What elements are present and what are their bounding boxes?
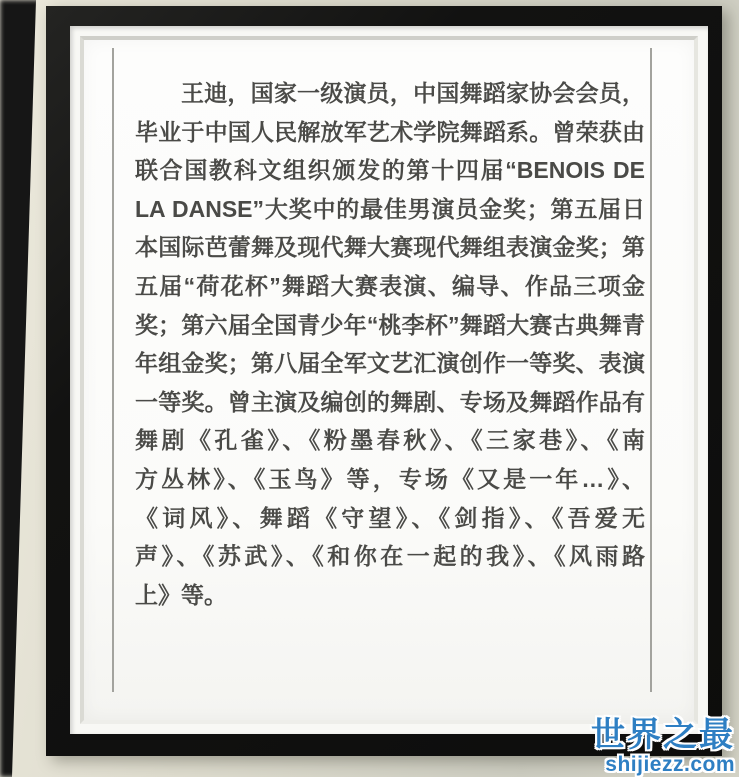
doc-line: 方丛林》、《玉鸟》等，专场《又是一年…》、 — [135, 465, 645, 492]
watermark-site: shijiezz.com — [605, 753, 735, 776]
page-border-right-line — [650, 48, 652, 692]
picture-frame — [46, 6, 722, 756]
site-watermark — [591, 718, 735, 775]
watermark-title: 世界之最 — [591, 716, 735, 754]
page-border-left-line — [112, 48, 114, 692]
doc-line: 一等奖。曾主演及编创的舞剧、专场及舞蹈作品有 — [135, 388, 645, 415]
doc-line: 舞剧《孔雀》、《粉墨春秋》、《三家巷》、《南 — [135, 427, 645, 454]
doc-line: 本国际芭蕾舞及现代舞大赛现代舞组表演金奖；第 — [135, 234, 645, 261]
doc-line: 声》、《苏武》、《和你在一起的我》、《风雨路 — [135, 543, 645, 570]
doc-line: 上》等。 — [135, 581, 227, 608]
doc-line: 奖；第六届全国青少年“桃李杯”舞蹈大赛古典舞青 — [135, 311, 645, 338]
doc-line: LA DANSE”大奖中的最佳男演员金奖；第五届日 — [135, 195, 645, 222]
document-page — [84, 40, 694, 720]
document-text — [135, 74, 645, 614]
doc-line: 联合国教科文组织颁发的第十四届“BENOIS DE — [135, 157, 645, 184]
mat-bevel — [80, 36, 698, 724]
doc-line: 五届“荷花杯”舞蹈大赛表演、编导、作品三项金 — [135, 272, 645, 299]
doc-line: 《词风》、舞蹈《守望》、《剑指》、《吾爱无 — [135, 504, 645, 531]
doc-line: 王迪，国家一级演员，中国舞蹈家协会会员， — [181, 80, 645, 106]
frame-mat — [70, 26, 708, 734]
doc-line: 年组金奖；第八届全军文艺汇演创作一等奖、表演 — [135, 350, 645, 377]
photo-dark-edge — [0, 0, 44, 777]
doc-line: 毕业于中国人民解放军艺术学院舞蹈系。曾荣获由 — [135, 118, 645, 145]
